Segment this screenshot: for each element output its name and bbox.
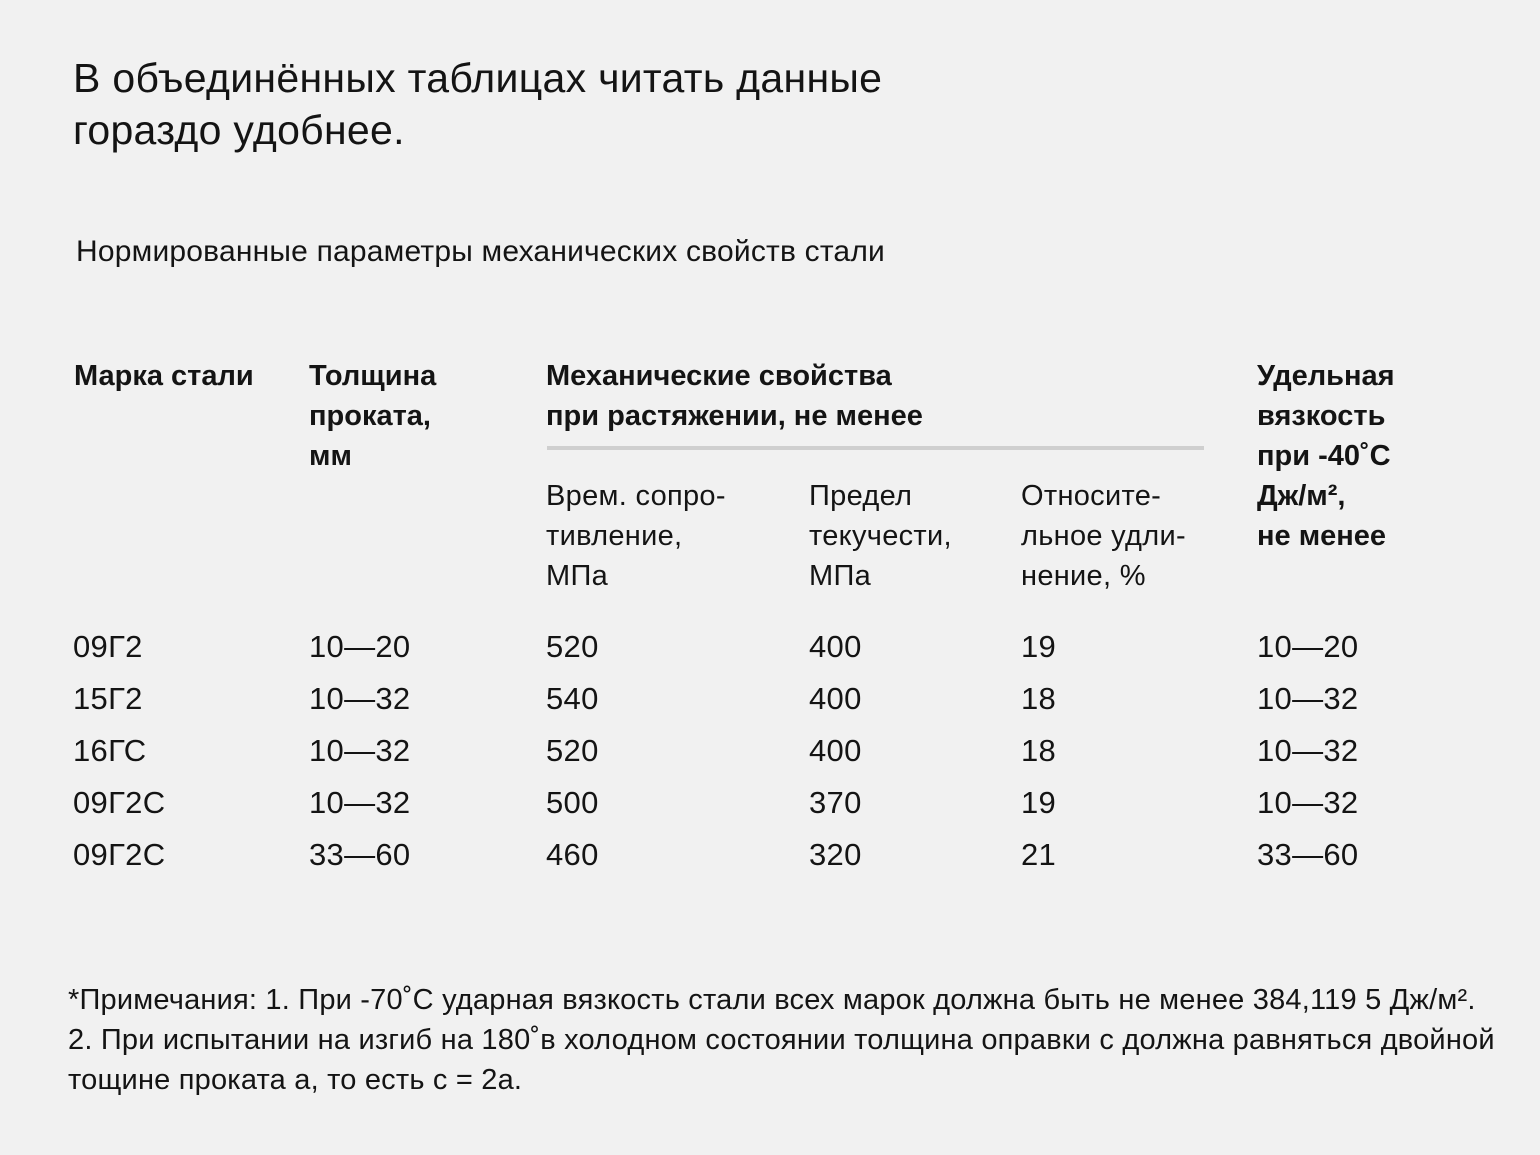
subheader-elongation: Относите- льное удли- нение, % [1021, 480, 1186, 592]
table-note: *Примечания: 1. При -70˚С ударная вязкость стали всех марок должна быть не менее 384,119 5 Дж/м². 2. При испытании на изгиб на 180˚в холодном состоянии толщина оправки с должна равняться двойной тощине проката а, то есть с = 2а. [68, 984, 1495, 1096]
table-row [0, 728, 1540, 780]
cell-grade: 09Г2 [73, 629, 143, 664]
cell-elongation: 19 [1021, 785, 1057, 820]
cell-elongation: 21 [1021, 837, 1057, 872]
cell-toughness: 10—32 [1257, 785, 1359, 820]
cell-grade: 15Г2 [73, 681, 143, 716]
cell-thickness: 10—20 [309, 629, 411, 664]
cell-toughness: 10—20 [1257, 629, 1359, 664]
cell-grade: 16ГС [73, 733, 147, 768]
table-row [0, 780, 1540, 832]
cell-elongation: 18 [1021, 681, 1057, 716]
subheader-yield: Предел текучести, МПа [809, 480, 952, 592]
header-toughness: Удельная вязкость при -40˚С Дж/м², не менее [1257, 360, 1395, 552]
header-mechanical-group: Механические свойства при растяжении, не менее [546, 360, 923, 432]
table-row [0, 832, 1540, 884]
cell-toughness: 10—32 [1257, 681, 1359, 716]
cell-grade: 09Г2С [73, 837, 166, 872]
cell-yield: 320 [809, 837, 862, 872]
cell-elongation: 18 [1021, 733, 1057, 768]
header-thickness: Толщина проката, мм [309, 360, 437, 472]
cell-yield: 400 [809, 733, 862, 768]
cell-toughness: 10—32 [1257, 733, 1359, 768]
cell-tensile: 500 [546, 785, 599, 820]
cell-tensile: 520 [546, 733, 599, 768]
cell-thickness: 10—32 [309, 785, 411, 820]
table-caption: Нормированные параметры механических свойств стали [76, 235, 885, 268]
cell-thickness: 10—32 [309, 681, 411, 716]
table-row [0, 676, 1540, 728]
header-grade: Марка стали [74, 360, 254, 392]
cell-yield: 400 [809, 629, 862, 664]
cell-grade: 09Г2С [73, 785, 166, 820]
cell-tensile: 520 [546, 629, 599, 664]
header-group-divider [547, 446, 1204, 450]
cell-thickness: 33—60 [309, 837, 411, 872]
cell-yield: 400 [809, 681, 862, 716]
table-row [0, 624, 1540, 676]
cell-tensile: 540 [546, 681, 599, 716]
cell-yield: 370 [809, 785, 862, 820]
cell-tensile: 460 [546, 837, 599, 872]
cell-toughness: 33—60 [1257, 837, 1359, 872]
table-body [0, 624, 1540, 884]
subheader-tensile: Врем. сопро- тивление, МПа [546, 480, 726, 592]
cell-elongation: 19 [1021, 629, 1057, 664]
cell-thickness: 10—32 [309, 733, 411, 768]
headline: В объединённых таблицах читать данные гораздо удобнее. [73, 55, 883, 153]
